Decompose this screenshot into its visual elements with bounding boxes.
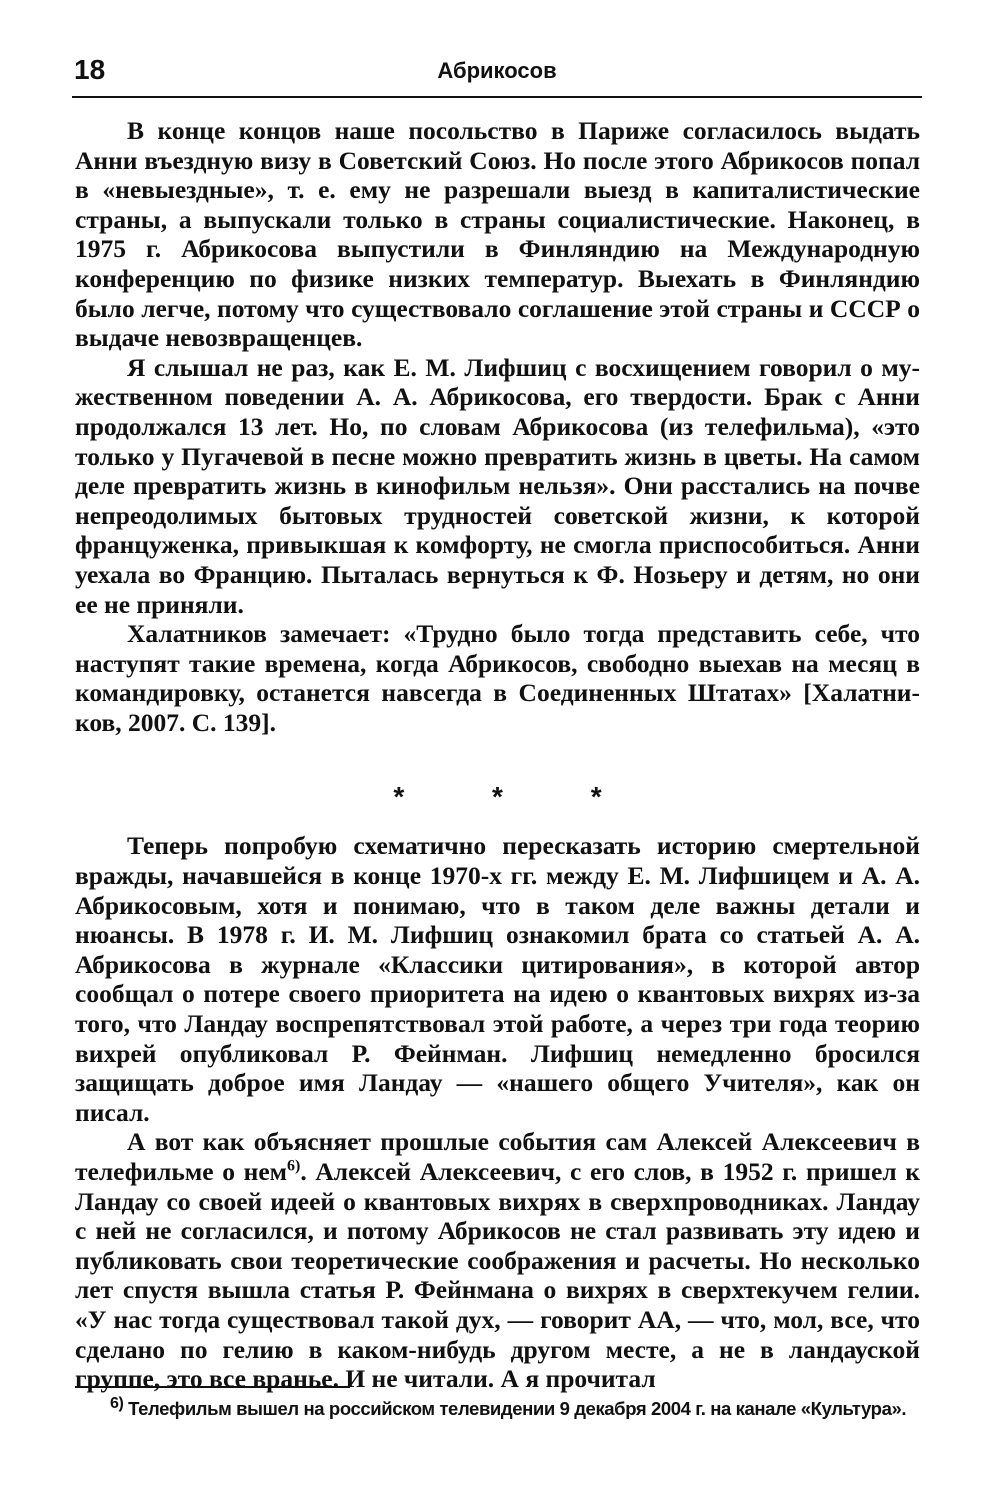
paragraph: В конце концов наше посольство в Париже согласилось выдать Анни въездную визу в Советский Союз. Но после этого Абрикосов попал в «невыездные», т. е. ему не разрешали выезд в капиталистические страны, а выпускали только в страны социалистические. Наконец, в 1975 г. Абрикосова выпустили в Финляндию на Международную конференцию по физике низких температур. Выехать в Финляндию было легче, потому что существовало соглашение этой страны и СССР о выдаче невозвращенцев.	[75, 116, 920, 353]
running-title: Абрикосов	[437, 58, 557, 83]
paragraph: Халатников замечает: «Трудно было тогда представить себе, что наступят такие времена, когда Абрикосов, свободно выехав на месяц в командировку, останется навсегда в Соединенных Штатах» [Халатников, 2007. С. 139].	[75, 619, 920, 737]
page-header	[72, 48, 922, 98]
section-break: * * *	[393, 781, 642, 813]
footnote	[110, 1394, 920, 1420]
footnote-mark: 6)	[110, 1394, 124, 1412]
footnote-reference: 6)	[287, 1157, 301, 1175]
page-number: 18	[74, 54, 106, 85]
paragraph-text: А вот как объясняет прошлые события сам Алексей Алексеевич в телефильме о нем	[75, 1127, 920, 1186]
paragraph: Я слышал не раз, как Е. М. Лифшиц с восхищением говорил о мужественном поведении А. А. Абрикосова, его твердости. Брак с Анни продолжался 13 лет. Но, по словам Абрикосова (из телефильма), «это только у Пугачевой в песне можно превратить жизнь в цветы. На самом деле превратить жизнь в кинофильм нельзя». Они расстались на почве непреодолимых бытовых трудностей советской жизни, к которой француженка, привыкшая к комфорту, не смогла приспособиться. Анни уехала во Францию. Пыталась вернуться к Ф. Нозьеру и детям, но они ее не приняли.	[75, 352, 920, 619]
body-text	[75, 116, 920, 1394]
paragraph: Теперь попробую схематично пересказать историю смертельной вражды, начавшейся в конце 1970-х гг. между Е. М. Лифшицем и А. А. Абрикосовым, хотя и понимаю, что в таком деле важны детали и нюансы. В 1978 г. И. М. Лифшиц ознакомил брата со статьей А. А. Абрикосова в журнале «Классики цитирования», в которой автор сообщал о потере своего приоритета на идею о квантовых вихрях из-за того, что Ландау воспрепятствовал этой работе, а через три года теорию вихрей опубликовал Р. Фейнман. Лифшиц немедленно бросился защищать доброе имя Ландау — «нашего общего Учителя», как он писал.	[75, 831, 920, 1127]
paragraph-with-footnote	[75, 1127, 920, 1393]
footnote-divider	[75, 1386, 350, 1388]
footnote-text: Телефильм вышел на российском телевидении 9 декабря 2004 г. на канале «Культура».	[123, 1398, 907, 1419]
paragraph-text: . Алексей Алексеевич, с его слов, в 1952 г. пришел к Ландау со своей идеей о квантовых вихрях в сверхпроводниках. Ландау с ней не согласился, и потому Абрикосов не стал развивать эту идею и публиковать свои теоретические соображения и расчеты. Но несколько лет спустя вышла статья Р. Фейнмана о вихрях в сверхтекучем гелии. «У нас тогда существовал такой дух, — говорит АА, — что, мол, все, что сделано по гелию в каком-нибудь другом месте, а не в ландауской группе, это все вранье. И не читали. А я прочитал	[75, 1157, 921, 1394]
